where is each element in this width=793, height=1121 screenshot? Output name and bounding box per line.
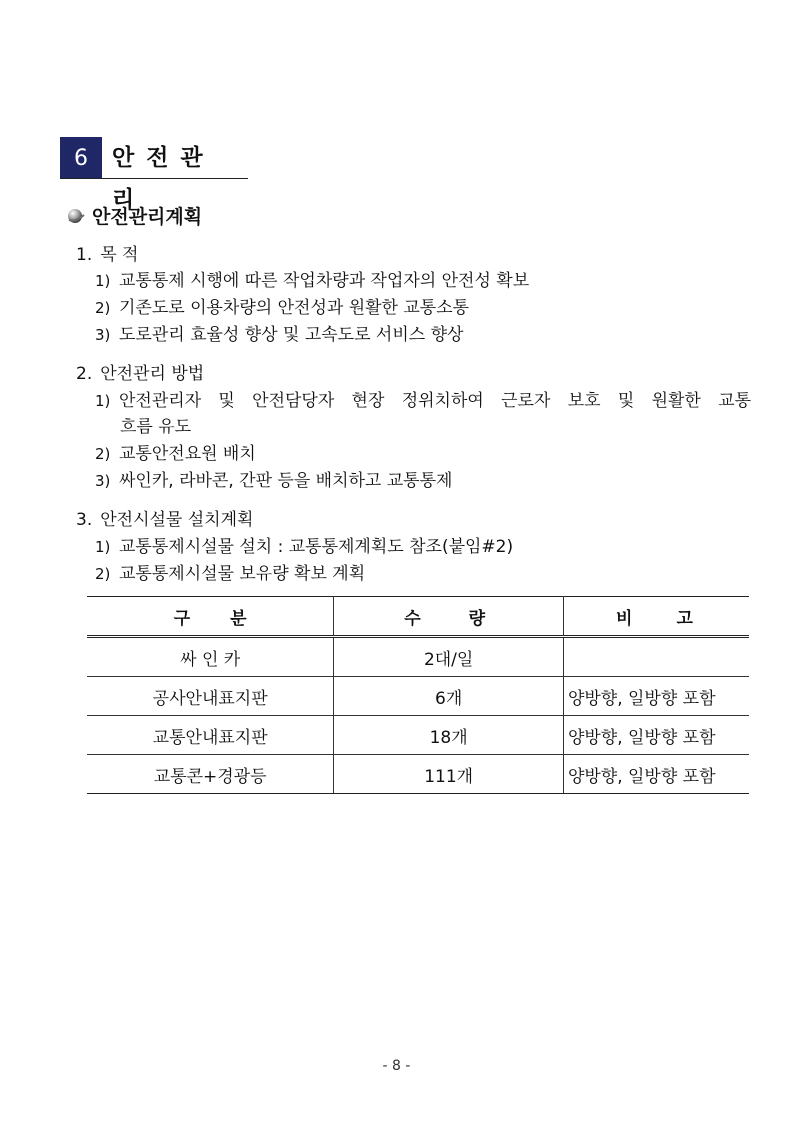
cell-qty: 111개 <box>334 755 564 794</box>
cell-note: 양방향, 일방향 포함 <box>563 677 749 716</box>
cell-name: 싸 인 카 <box>87 637 334 677</box>
outline-item: 2) 교통안전요원 배치 <box>95 444 256 464</box>
page-number: - 8 - <box>382 1058 411 1074</box>
outline-heading: 1. 목 적 <box>76 245 139 265</box>
table-row <box>87 755 749 794</box>
outline-item: 1) 교통통제 시행에 따른 작업차량과 작업자의 안전성 확보 <box>95 271 530 291</box>
header-quantity: 수량 <box>334 597 564 637</box>
outline-item: 2) 기존도로 이용차량의 안전성과 원활한 교통소통 <box>95 298 470 318</box>
cell-note <box>563 637 749 677</box>
cell-qty: 18개 <box>334 716 564 755</box>
chapter-underline <box>60 178 248 179</box>
cell-name: 공사안내표지판 <box>87 677 334 716</box>
cell-note: 양방향, 일방향 포함 <box>563 716 749 755</box>
outline-item: 1) 교통통제시설물 설치 : 교통통제계획도 참조(붙임#2) <box>95 537 514 557</box>
chapter-title: 안전관리 <box>112 145 215 213</box>
table-row <box>87 716 749 755</box>
cell-name: 교통안내표지판 <box>87 716 334 755</box>
outline-heading: 3. 안전시설물 설치계획 <box>76 510 254 530</box>
header-note: 비고 <box>563 597 749 637</box>
chapter-heading <box>60 137 248 213</box>
section-heading <box>66 201 202 229</box>
header-category: 구분 <box>87 597 334 637</box>
facility-table <box>87 596 749 794</box>
section-title: 안전관리계획 <box>92 205 203 228</box>
table-row <box>87 677 749 716</box>
outline-item: 3) 도로관리 효율성 향상 및 고속도로 서비스 향상 <box>95 325 464 345</box>
cell-qty: 2대/일 <box>334 637 564 677</box>
outline-item: 2) 교통통제시설물 보유량 확보 계획 <box>95 564 366 584</box>
table-row <box>87 637 749 677</box>
outline-item: 3) 싸인카, 라바콘, 간판 등을 배치하고 교통통제 <box>95 471 453 491</box>
cell-qty: 6개 <box>334 677 564 716</box>
chapter-number: 6 <box>60 137 102 179</box>
outline-heading: 2. 안전관리 방법 <box>76 364 205 384</box>
table-header-row <box>87 597 749 637</box>
cell-name: 교통콘+경광등 <box>87 755 334 794</box>
cell-note: 양방향, 일방향 포함 <box>563 755 749 794</box>
bullet-sphere-icon <box>66 205 86 225</box>
outline-item: 1) 안전관리자 및 안전담당자 현장 정위치하여 근로자 보호 및 원활한 교통 <box>95 391 751 411</box>
outline-item-continuation: 흐름 유도 <box>120 417 192 437</box>
